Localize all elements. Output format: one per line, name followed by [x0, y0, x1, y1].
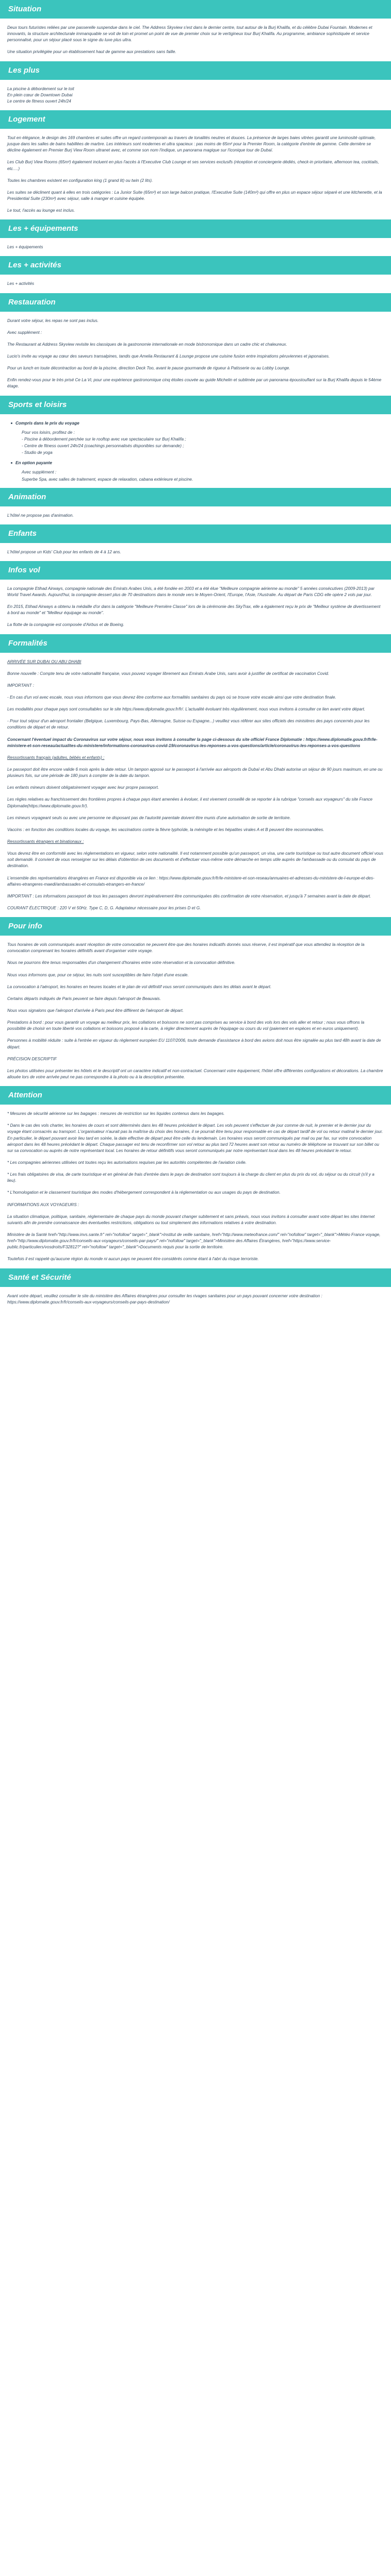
section-pour-info: [0, 942, 391, 1080]
paragraph: Les Club Burj View Rooms (65m²) également incluent en plus l'accès à l'Executive Club Lounge et ses services exclusifs (réception et conciergerie dédiés, check-in prioritaire, afternoon tea, cocktails, etc.…): [7, 160, 379, 171]
paragraph: IMPORTANT :: [7, 683, 35, 688]
paragraph: Lucio's invite au voyage au cœur des saveurs transalpines, tandis que Amelia Restaurant & Lounge propose une cuisine fusion entre inspirations péruviennes et japonaises.: [7, 353, 330, 359]
paragraph: Certains départs indiqués de Paris peuvent se faire depuis l'aéroport de Beauvais.: [7, 996, 161, 1001]
detail-line: Avec supplément :: [22, 470, 57, 475]
list-item: [15, 420, 384, 456]
section-logement: [0, 135, 391, 214]
subheading: INFORMATIONS AUX VOYAGEURS :: [7, 1202, 79, 1207]
paragraph: L'hôtel ne propose pas d'animation.: [7, 513, 74, 518]
paragraph: Pour un lunch en toute décontraction au bord de la piscine, direction Deck Too, avant le pause gourmande de rigueur à Patisserie ou au Lobby Lounge.: [7, 366, 290, 371]
section-header-animation: Animation: [0, 488, 391, 506]
paragraph: - Pour tout séjour d'un aéroport frontalier (Belgique, Luxembourg, Pays-Bas, Allemagne, Suisse ou Espagne...) veuillez vous référer aux sites officiels des ministères des pays concernés pour les conditions de départ et de retour.: [7, 719, 370, 730]
paragraph: Les modalités pour chaque pays sont consultables sur le site https://www.diplomatie.gouv.fr/fr/. L'actualité évoluant très régulièrement, nous vous invitons à consulter ce lien avant votre départ.: [7, 707, 366, 712]
highlight-line: La piscine à débordement sur le toit: [7, 86, 74, 91]
paragraph: Durant votre séjour, les repas ne sont pas inclus.: [7, 318, 99, 323]
section-sports-loisirs: [0, 420, 391, 483]
detail-line: - Centre de fitness ouvert 24h/24 (coachings personnalisés disponibles sur demande) ;: [22, 443, 184, 448]
section-restauration: [0, 318, 391, 390]
paragraph: * Les frais obligatoires de visa, de carte touristique et en général de frais d'entrée dans le pays de destination sont toujours à la charge du client en plus du prix du vol, du séjour ou du circuit (s'il y a lieu).: [7, 1172, 374, 1183]
section-activites: [0, 281, 391, 287]
paragraph: La convocation à l'aéroport, les horaires en heures locales et le plan de vol définitif vous seront communiqués dans les délais avant le départ.: [7, 984, 272, 989]
coronavirus-notice: Concernant l'éventuel impact du Coronavirus sur votre séjour, nous vous invitons à consulter la page ci-dessous du site officiel France Diplomatie : https://www.diplomatie.gouv.fr/fr/le-ministere-et-son-reseau/actualites-du-ministere/informations-coronavirus-covid-19/coronavirus-les-reponses-a-vos-questions/article/coronavirus-les-reponses-a-vos-questions: [7, 737, 378, 748]
links-paragraph[interactable]: Ministère de la Santé href="http://www.invs.sante.fr" rel="nofollow" target="_blank">Institut de veille sanitaire, href="http://www.meteofrance.com/" rel="nofollow" target="_blank">Météo France voyage, href="http://www.diplomatie.gouv.fr/fr/conseils-aux-voyageurs/conseils-par-pays/" rel="nofollow" target="_blank">Ministère des Affaires Étrangères, href="https://www.service-public.fr/particuliers/vosdroits/F32812?" rel="nofollow" target="_blank">Documents requis pour la sortie de territoire.: [7, 1232, 381, 1250]
paragraph: * Les compagnies aériennes utilisées ont toutes reçu les autorisations requises par les autorités compétentes de l'aviation civile.: [7, 1160, 247, 1165]
section-header-sante-securite: Santé et Sécurité: [0, 1268, 391, 1287]
section-header-restauration: Restauration: [0, 293, 391, 312]
list-item: [15, 460, 384, 482]
section-header-enfants: Enfants: [0, 524, 391, 543]
section-infos-vol: [0, 586, 391, 629]
section-header-equipements: Les + équipements: [0, 219, 391, 238]
paragraph: Avant votre départ, veuillez consulter le site du ministère des Affaires étrangères pour consulter les rivages sanitaires pour un pays pouvant concerner votre destination : https://www.diplomatie.gouv.fr/fr/conseils-aux-voyageurs/conseils-par-pays-destination/: [7, 1293, 322, 1304]
paragraph: Nous ne pourrons être tenus responsables d'un changement d'horaires entre votre réservation et la convocation définitive.: [7, 960, 236, 965]
paragraph: Nous vous informons que, pour ce séjour, les nuits sont susceptibles de faire l'objet d'une escale.: [7, 972, 189, 977]
paragraph: Personnes à mobilité réduite : suite à l'entrée en vigueur du règlement européen EU 1107/2006, toute demande d'assistance à bord des avions doit nous être signalée au plus tard 48h avant la date de départ.: [7, 1038, 381, 1049]
detail-line: Superbe Spa, avec salles de traitement, espace de relaxation, cabana extérieure et piscine.: [22, 477, 193, 482]
detail-line: - Piscine à débordement perchée sur le rooftop avec vue spectaculaire sur Burj Khalifa ;: [22, 436, 186, 442]
list-item-heading: En option payante: [15, 461, 52, 466]
paragraph: Enfin rendez-vous pour le très prisé Ce La Vi, pour une expérience gastronomique cinq étoiles couvée au guide Michelin et sublimée par un panorama époustouflant sur la Burj Khalifa depuis le 54ème étage.: [7, 378, 382, 389]
paragraph: La compagnie Etihad Airways, compagnie nationale des Emirats Arabes Unis, a été fondée en 2003 et a été élue "Meilleure compagnie aérienne au monde" 5 années consécutives (2009-2013) par World Travel Awards. Aujourd'hui, la compagnie dessert plus de 70 destinations dans le monde vers le Moyen-Orient, l'Europe, l'Asie, l'Australie. Au départ de Paris CDG elle opère 2 vols par jour.: [7, 586, 375, 598]
subheading: Ressortissants étrangers et binationaux :: [7, 839, 84, 844]
paragraph: Une situation privilégiée pour un établissement haut de gamme aux prestations sans faille.: [7, 49, 176, 55]
detail-line: Pour vos loisirs, profitez de :: [22, 430, 75, 435]
section-animation: [0, 513, 391, 519]
section-header-situation: Situation: [0, 0, 391, 19]
paragraph: Prestations à bord : pour vous garantir un voyage au meilleur prix, les collations et boissons ne sont pas comprises au service à bord des vols lors des vols aller et retour ; nous vous offrons la possibilité de choisir en toute liberté vos collations et boissons proposé à la carte, à régler directement auprès de l'équipage ou cours du vol (paiement en espèces et en euros uniquement).: [7, 1020, 365, 1031]
paragraph: Les enfants mineurs doivent obligatoirement voyager avec leur propre passeport.: [7, 785, 159, 790]
paragraph: Nous vous signalons que l'aéroport d'arrivée à Paris peut être différent de l'aéroport de départ.: [7, 1008, 184, 1013]
highlights-list: [7, 86, 384, 105]
paragraph: Bonne nouvelle : Compte tenu de votre nationalité française, vous pouvez voyager librement aux Emirats Arabe Unis, sans avoir à justifier de certificat de vaccination Covid.: [7, 671, 330, 676]
section-header-activites: Les + activités: [0, 256, 391, 275]
subheading: PRÉCISION DESCRIPTIF: [7, 1056, 57, 1061]
paragraph: COURANT ÉLECTRIQUE : 220 V et 50Hz. Type C, D, G. Adaptateur nécessaire pour les prises D et G.: [7, 906, 201, 910]
paragraph: * L'homologation et le classement touristique des modes d'hébergement correspondent à la réglementation ou aux usages du pays de destination.: [7, 1190, 281, 1195]
paragraph: L'ensemble des représentations étrangères en France est disponible via ce lien : https://www.diplomatie.gouv.fr/fr/le-ministere-et-son-reseau/annuaires-et-adresses-du-ministere-de-l-europe-et-des-affaires-etrangeres-maedi/ambassades-et-consulats-etrangers-en-france/: [7, 875, 374, 887]
paragraph: L'hôtel propose un Kids' Club pour les enfants de 4 à 12 ans.: [7, 549, 121, 554]
section-attention: [0, 1111, 391, 1262]
section-header-les-plus: Les plus: [0, 61, 391, 80]
section-header-sports-loisirs: Sports et loisirs: [0, 396, 391, 414]
paragraph: Deux tours futuristes reliées par une passerelle suspendue dans le ciel. The Address Skyview s'est dans le dernier centre, tout autour de la Burj Khalifa, et du célèbre Dubai Fountain. Modernes et innovants, la structure architecturale immanquable se voit de loin et promet un point de vue de premier choix sur le vertigineux tour Burj Khalifa. Au programme, ambiance sophistiquée et service personnalisé, pour un séjour placé sous le signe du luxe plus ultra.: [7, 25, 372, 43]
paragraph: * Mesures de sécurité aérienne sur les bagages : mesures de restriction sur les liquides contenus dans les bagages.: [7, 1111, 225, 1116]
list-item-heading: Compris dans le prix du voyage: [15, 420, 79, 426]
paragraph: La flotte de la compagnie est composée d'Airbus et de Boeing.: [7, 622, 124, 628]
sports-list: [15, 420, 384, 483]
paragraph: The Restaurant at Address Skyview revisite les classiques de la gastronomie internationale en mode bistronomique dans un cadre chic et chaleureux.: [7, 342, 287, 347]
paragraph: Les règles relatives au franchissement des frontières propres à chaque pays étant amenées à évoluer, il est vivement conseillé de se reporter à la rubrique "conseils aux voyageurs" du site France Diplomatie(https://www.diplomatie.gouv.fr/).: [7, 797, 373, 808]
paragraph: Vaccins : en fonction des conditions locales du voyage, les vaccinations contre la fièvre typhoïde, la méningite et les hépatites virales A et B peuvent être recommandées.: [7, 827, 324, 832]
paragraph: En 2015, Etihad Airways a obtenu la médaille d'or dans la catégorie "Meilleure Première Classe" lors de la cérémonie des SkyTrax, elle a également reçu le prix de "Meilleur système de divertissement à bord au monde" et "Meilleur équipage au monde".: [7, 604, 381, 616]
paragraph: - En cas d'un vol avec escale, nous vous informons que vous devrez être conforme aux formalités sanitaires du pays où se trouve votre escale ainsi que votre destination finale.: [7, 695, 336, 700]
paragraph: Vous devrez être en conformité avec les réglementations en vigueur, selon votre nationalité. Il est notamment possible qu'un passeport, un visa, une carte touristique ou tout autre document officiel vous soit demandé. Il convient de vous renseigner sur les délais d'obtention de ces documents et d'effectuer vous-même votre démarche en temps utile auprès de l'ambassade ou du consulat du pays de destination.: [7, 851, 383, 869]
section-formalites: [0, 659, 391, 912]
list-item-details: [22, 430, 384, 456]
paragraph: Les suites se déclinent quant à elles en trois catégories : La Junior Suite (65m²) et son large balcon pratique, l'Executive Suite (140m²) qui offre en plus un espace séjour séparé et une kitchenette, et la Presidential Suite (230m²) avec séjour, salle à manger et cuisine équipée.: [7, 190, 382, 201]
highlight-line: Le centre de fitness ouvert 24h/24: [7, 98, 71, 104]
section-header-infos-vol: Infos vol: [0, 561, 391, 580]
paragraph: Le tout, l'accès au lounge est inclus.: [7, 208, 75, 213]
paragraph: Les + activités: [7, 281, 35, 286]
paragraph: Les photos utilisées pour présenter les hôtels et le descriptif ont un caractère indicatif et non-contractuel. Concernant votre équipement, l'hôtel offre différentes configurations et décorations. La chambre allouée lors de votre arrivée peut ne pas correspondre à la photo ou à la description présentée.: [7, 1068, 383, 1079]
paragraph: Toutes les chambres existent en configuration king (1 grand lit) ou twin (2 lits).: [7, 178, 153, 183]
paragraph: Tous horaires de vols communiqués avant réception de votre convocation ne peuvent être que des horaires indicatifs donnés sous réserve, il est impératif que vous attendiez la réception de la convocation comprenant les horaires définitifs avant d'organiser votre voyage.: [7, 942, 365, 954]
paragraph: Les + équipements: [7, 245, 43, 250]
paragraph: Toutefois il est rappelé qu'aucune région du monde ni aucun pays ne peuvent être considérés comme étant à l'abri du risque terroriste.: [7, 1257, 259, 1262]
paragraph: Avec supplément :: [7, 330, 42, 335]
subheading: Ressortissants français (adultes, bébés et enfants) :: [7, 755, 105, 760]
section-les-plus: [0, 86, 391, 105]
paragraph: IMPORTANT : Les informations passeport de tous les passagers devront impérativement être communiquées dès confirmation de votre réservation, et jusqu'à 7 semaines avant la date de départ.: [7, 893, 371, 899]
paragraph: Le passeport doit être encore valide 6 mois après la date retour. Un tampon apposé sur le passeport à l'arrivée aux aéroports de Dubaï et Abu Dhabi autorise un séjour de 90 jours maximum, en une ou plusieurs fois, sur une période de 180 jours à compter de la date du tampon.: [7, 767, 383, 778]
highlight-line: En plein cœur de Downtown Dubai: [7, 92, 73, 97]
subheading: ARRIVÉE SUR DUBAI OU ABU DHABI: [7, 659, 82, 664]
section-header-logement: Logement: [0, 110, 391, 129]
section-equipements: [0, 244, 391, 250]
paragraph: Tout en élégance, le design des 169 chambres et suites offre un regard contemporain au travers de tonalités neutres et douces. La présence de larges baies vitrées garantit une luminosité optimale, jusque dans les salles de bains habillées de marbre. Les intérieurs sont modernes et ultra spacieux : pas moins de 65m² pour la Premier Room, la catégorie d'entrée de gamme. Cette dernière se décline également en Premier Burj View Room ultranet avec, et comme son nom l'indique, un panorama magique sur l'iconique tour de Dubaï.: [7, 135, 376, 153]
paragraph: La situation climatique, politique, sanitaire, réglementaire de chaque pays du monde pouvant changer subitement et sans préavis, nous vous invitons à consulter avant votre départ les sites Internet suivants afin de prendre connaissance des éventuelles restrictions, obligations ou tout simplement des informations relatives à votre destination.: [7, 1214, 375, 1225]
section-enfants: [0, 549, 391, 555]
section-header-pour-info: Pour info: [0, 917, 391, 936]
detail-line: - Studio de yoga: [22, 450, 53, 455]
section-sante-securite: [0, 1293, 391, 1306]
list-item-details: [22, 469, 384, 482]
paragraph: * Dans le cas des vols charter, les horaires de cours et sont déterminés dans les 48 heures précédant le départ. Les vols peuvent s'effectuer de jour comme de nuit, le premier et le dernier jour du voyage étant consacrés au transport. L'organisateur n'aurait pas la maîtrise du choix des horaires, il se pourrait être tenu pour responsable en cas de départ tardif de vol ou retour matinal le dernier jour. En particulier, le départ pouvant avoir lieu tard en soirée, la date effective de départ peut être celle du lendemain. Les horaires vous seront communiqués par mail ou par fax, sur votre convocation aéroport dans les 48 heures précédant le départ. Chaque passager est tenu de reconfirmer son vol retour au plus tard 72 heures avant son retour au numéro de téléphone se trouvant sur son billet ou sur sa convocation ou auprès de notre représentant local. Les horaires de retour définitifs vous seront communiqués par notre représentant local dans les 48 heures précédant le retour.: [7, 1123, 383, 1153]
section-situation: [0, 25, 391, 56]
section-header-formalites: Formalités: [0, 634, 391, 653]
paragraph: Les mineurs voyageant seuls ou avec une personne ne disposant pas de l'autorité parentale doivent être munis d'une autorisation de sortie de territoire.: [7, 815, 291, 820]
section-header-attention: Attention: [0, 1086, 391, 1105]
